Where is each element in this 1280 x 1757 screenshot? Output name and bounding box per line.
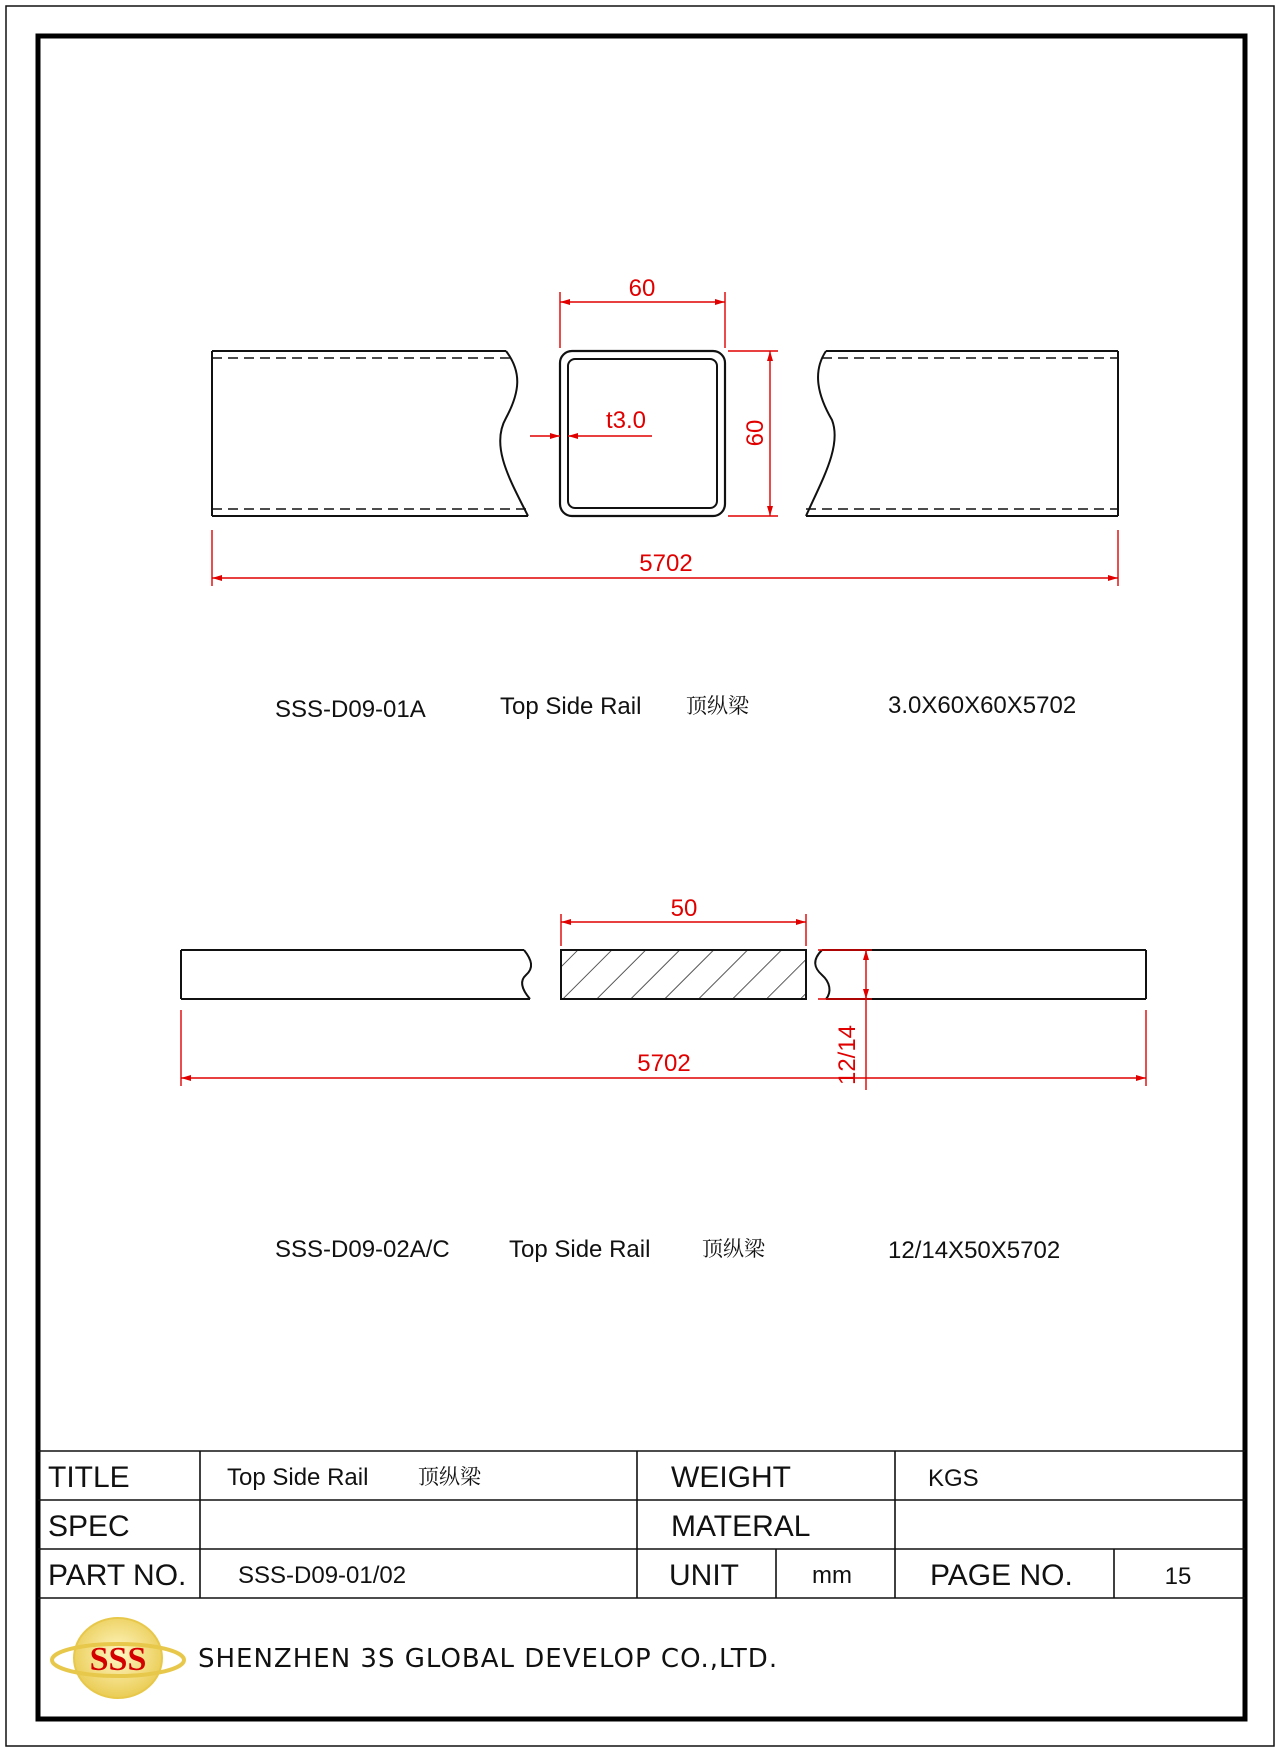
page-no-label: PAGE NO. (930, 1559, 1073, 1592)
company-name: SHENZHEN 3S GLOBAL DEVELOP CO.,LTD. (198, 1644, 779, 1674)
title-value-cn: 顶纵梁 (418, 1465, 481, 1489)
title-label: TITLE (48, 1461, 130, 1494)
part-no-label: PART NO. (48, 1559, 187, 1592)
part2-left-segment (181, 950, 531, 999)
material-label: MATERAL (671, 1510, 811, 1543)
part1-labels (275, 692, 1076, 723)
logo-text: SSS (89, 1641, 147, 1678)
unit-label: UNIT (669, 1559, 739, 1592)
weight-label: WEIGHT (671, 1461, 791, 1494)
page-no-value: 15 (1164, 1563, 1192, 1590)
part2-dim-length-label: 5702 (637, 1050, 691, 1077)
title-value-en: Top Side Rail (227, 1464, 369, 1491)
part2-section-hatched (561, 950, 806, 999)
part1-left-segment (212, 351, 528, 516)
part2-dim-width-label: 50 (670, 895, 698, 922)
part1-spec: 3.0X60X60X5702 (888, 692, 1077, 719)
part1-dim-height-label: 60 (742, 419, 769, 447)
part1-name-en: Top Side Rail (500, 693, 642, 720)
unit-value: mm (812, 1562, 852, 1589)
part1-name-cn: 顶纵梁 (686, 694, 749, 718)
part2-spec: 12/14X50X5702 (888, 1237, 1061, 1264)
part2-drawing (181, 895, 1146, 1090)
part2-name-en: Top Side Rail (509, 1236, 651, 1263)
part1-dim-length-label: 5702 (639, 550, 693, 577)
part2-name-cn: 顶纵梁 (702, 1237, 765, 1261)
part1-dim-width-label: 60 (628, 275, 656, 302)
part1-code: SSS-D09-01A (275, 696, 426, 723)
part2-right-segment (815, 950, 1146, 999)
spec-label: SPEC (48, 1510, 130, 1543)
part1-drawing (212, 275, 1118, 586)
weight-value: KGS (928, 1465, 979, 1492)
company-logo (52, 1618, 184, 1698)
part2-dim-thickness-label: 12/14 (834, 1024, 861, 1086)
part2-labels (275, 1236, 1060, 1264)
outer-border (6, 6, 1274, 1746)
part2-code: SSS-D09-02A/C (275, 1236, 450, 1263)
part1-right-segment (806, 351, 1118, 516)
part-no-value: SSS-D09-01/02 (238, 1562, 407, 1589)
part1-dim-thickness-label: t3.0 (605, 407, 647, 434)
